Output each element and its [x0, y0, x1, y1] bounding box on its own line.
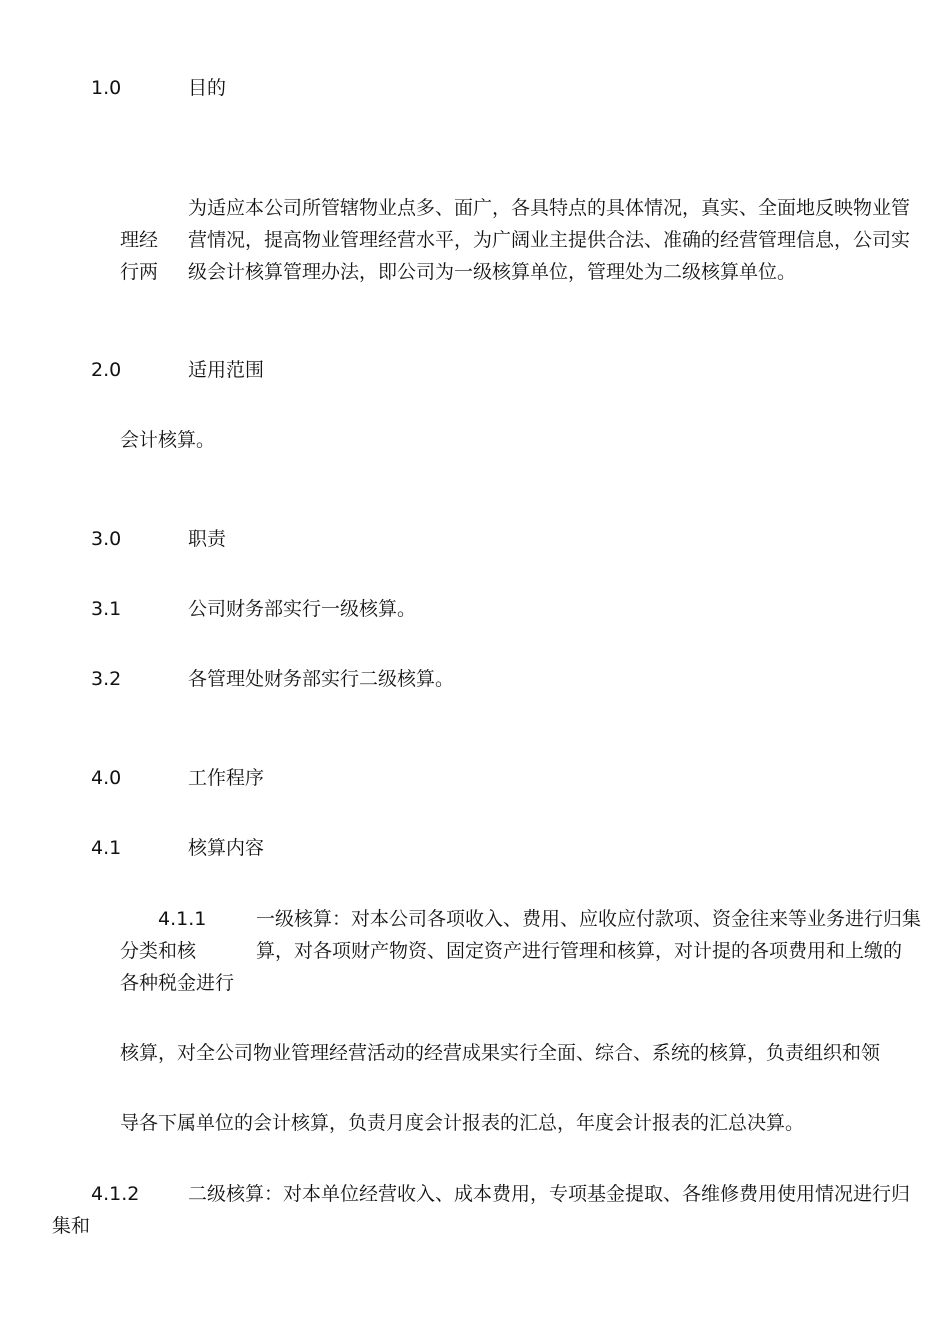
section-number-4-1-1: 4.1.1 [158, 908, 207, 930]
section-number-1-0: 1.0 [91, 77, 122, 99]
section-number-4-1-2: 4.1.2 [91, 1183, 140, 1205]
second-level-line-1: 二级核算：对本单位经营收入、成本费用，专项基金提取、各维修费用使用情况进行归 [188, 1183, 911, 1205]
first-level-line-1: 一级核算：对本公司各项收入、费用、应收应付款项、资金往来等业务进行归集 [256, 908, 922, 930]
first-level-side-fragment-2: 各种税金进行 [120, 972, 235, 994]
section-title-scope: 适用范围 [188, 359, 265, 381]
section-title-purpose: 目的 [188, 77, 227, 99]
section-number-3-1: 3.1 [91, 598, 122, 620]
section-number-3-2: 3.2 [91, 668, 122, 690]
first-level-line-2: 算，对各项财产物资、固定资产进行管理和核算，对计提的各项费用和上缴的 [256, 940, 903, 962]
scope-paragraph: 会计核算。 [120, 429, 216, 451]
second-level-line-2: 集和 [52, 1215, 91, 1237]
section-number-4-1: 4.1 [91, 837, 122, 859]
purpose-side-fragment-2: 行两 [120, 261, 159, 283]
section-number-2-0: 2.0 [91, 359, 122, 381]
purpose-line-3: 级会计核算管理办法，即公司为一级核算单位，管理处为二级核算单位。 [188, 261, 797, 283]
section-title-accounting-content: 核算内容 [188, 837, 265, 859]
first-level-continuation-1: 核算，对全公司物业管理经营活动的经营成果实行全面、综合、系统的核算，负责组织和领 [120, 1042, 881, 1064]
first-level-side-fragment-1: 分类和核 [120, 940, 197, 962]
section-number-3-0: 3.0 [91, 528, 122, 550]
purpose-line-1: 为适应本公司所管辖物业点多、面广，各具特点的具体情况，真实、全面地反映物业管 [188, 197, 911, 219]
duty-3-1-text: 公司财务部实行一级核算。 [188, 598, 417, 620]
purpose-side-fragment-1: 理经 [120, 229, 159, 251]
section-title-procedure: 工作程序 [188, 767, 265, 789]
purpose-line-2: 营情况，提高物业管理经营水平，为广阔业主提供合法、准确的经营管理信息，公司实 [188, 229, 911, 251]
section-number-4-0: 4.0 [91, 767, 122, 789]
duty-3-2-text: 各管理处财务部实行二级核算。 [188, 668, 455, 690]
first-level-continuation-2: 导各下属单位的会计核算，负责月度会计报表的汇总，年度会计报表的汇总决算。 [120, 1112, 805, 1134]
section-title-duties: 职责 [188, 528, 227, 550]
